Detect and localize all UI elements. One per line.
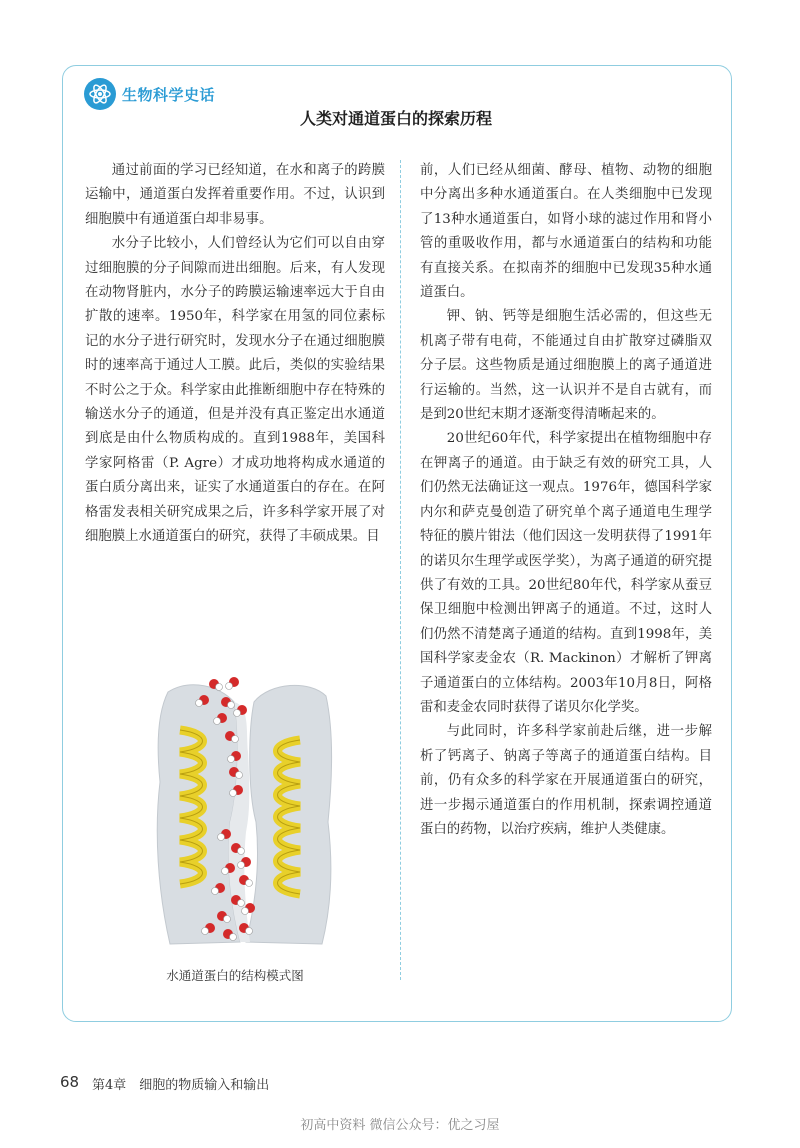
paragraph: 前，人们已经从细菌、酵母、植物、动物的细胞中分离出多种水通道蛋白。在人类细胞中已发现了13种水通道蛋白，如肾小球的滤过作用和肾小管的重吸收作用，都与水通道蛋白的结构和功能有直接关系。在拟南芥的细胞中已发现35种水通道蛋白。 [420,163,712,301]
right-column [420,159,712,842]
page-number: 68 [60,1073,80,1091]
paragraph: 水分子比较小，人们曾经认为它们可以自由穿过细胞膜的分子间隙而进出细胞。后来，有人发现在动物肾脏内，水分子的跨膜运输速率远大于自由扩散的速率。1950年，科学家在用氢的同位素标记的水分子进行研究时，发现水分子在通过细胞膜时的速率高于通过人工膜。此后，类似的实验结果不时公之于众。科学家由此推断细胞中存在特殊的输送水分子的通道，但是并没有真正鉴定出水通道到底是由什么物质构成的。直到1988年，美国科学家阿格雷（P. Agre）才成功地将构成水通道的蛋白质分离出来，证实了水通道蛋白的存在。在阿格雷发表相关研究成果之后，许多科学家开展了对细胞膜上水通道蛋白的研究，获得了丰硕成果。目 [85,236,385,545]
paragraph: 20世纪60年代，科学家提出在植物细胞中存在钾离子的通道。由于缺乏有效的研究工具，人们仍然无法确证这一观点。1976年，德国科学家内尔和萨克曼创造了研究单个离子通道电生理学特征的膜片钳法（他们因这一发明获得了1991年的诺贝尔生理学或医学奖），为离子通道的研究提供了有效的工具。20世纪80年代，科学家从蚕豆保卫细胞中检测出钾离子的通道。不过，这时人们仍然不清楚离子通道的结构。直到1998年，美国科学家麦金农（R. Mackinon）才解析了钾离子通道蛋白的立体结构。2003年10月8日，阿格雷和麦金农同时获得了诺贝尔化学奖。 [420,431,712,715]
column-divider [400,160,401,980]
aquaporin-figure [150,672,338,955]
section-tag-label: 生物科学史话 [122,85,216,104]
watermark: 初高中资料 微信公众号：优之习屋 [300,1118,500,1133]
paragraph: 钾、钠、钙等是细胞生活必需的，但这些无机离子带有电荷，不能通过自由扩散穿过磷脂双分子层。这些物质是通过细胞膜上的离子通道进行运输的。当然，这一认识并不是自古就有，而是到20世纪末期才逐渐变得清晰起来的。 [420,309,712,423]
left-column [85,159,385,550]
aquaporin-illustration [150,672,338,955]
article-title: 人类对通道蛋白的探索历程 [299,109,492,128]
figure-caption: 水通道蛋白的结构模式图 [166,968,304,983]
chapter-title: 第4章 细胞的物质输入和输出 [92,1078,270,1093]
paragraph: 通过前面的学习已经知道，在水和离子的跨膜运输中，通道蛋白发挥着重要作用。不过，认识到细胞膜中有通道蛋白却非易事。 [85,163,385,227]
paragraph: 与此同时，许多科学家前赴后继，进一步解析了钙离子、钠离子等离子的通道蛋白结构。目前，仍有众多的科学家在开展通道蛋白的研究，进一步揭示通道蛋白的作用机制，探索调控通道蛋白的药物，以治疗疾病，维护人类健康。 [420,724,712,837]
